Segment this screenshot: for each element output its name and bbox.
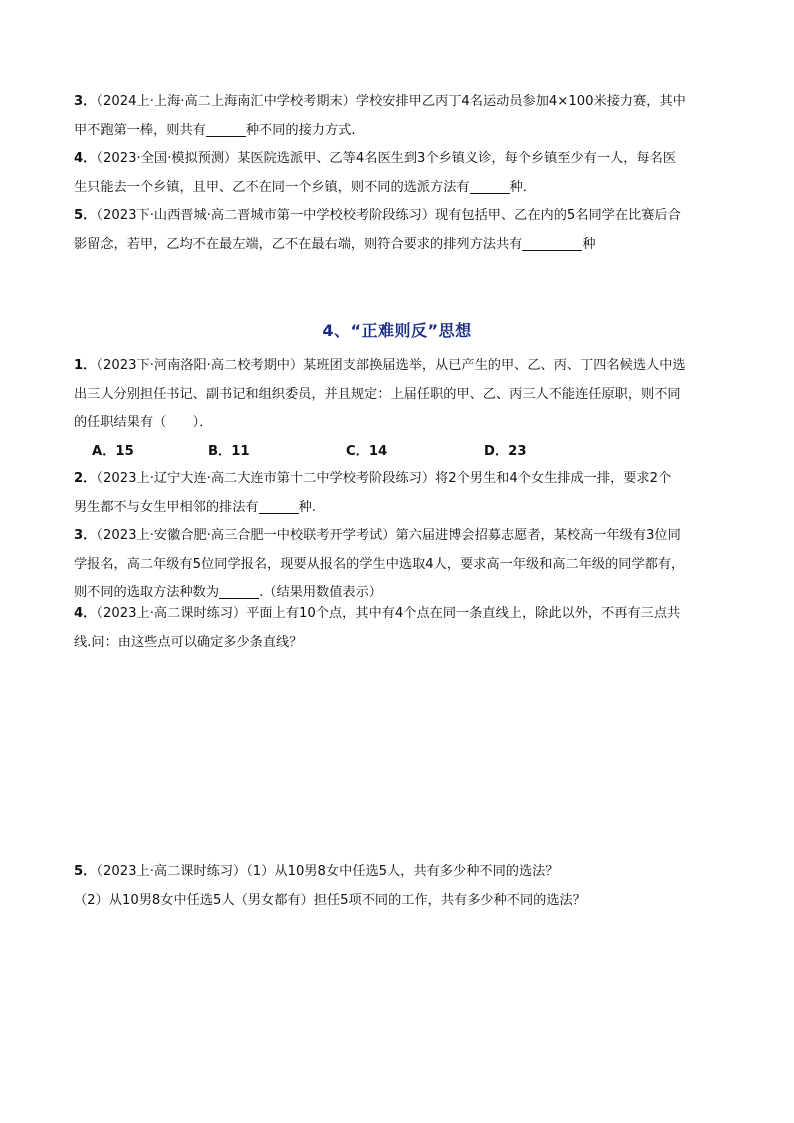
option-b[interactable]: B．11 (208, 443, 250, 459)
question-text: （2023上·高二课时练习）（1）从10男8女中任选5人，共有多少种不同的选法？ (96, 864, 559, 879)
question-number: 4． (74, 151, 97, 166)
question-number: 3． (74, 94, 97, 109)
section-heading: 4、“正难则反”思想 (322, 321, 472, 340)
question-text: 线.问：由这些点可以确定多少条直线？ (74, 634, 303, 650)
question-text: 种 (582, 236, 596, 252)
question-text: （2023下·山西晋城·高二晋城市第一中学校校考阶段练习）现有包括甲、乙在内的5名同学在比赛后合 (96, 208, 681, 223)
question-text: 学报名，高二年级有5位同学报名，现要从报名的学生中选取4人，要求高一年级和高二年级的同学都有， (74, 556, 685, 572)
question-b4 (74, 600, 724, 657)
question-text: （2023·全国·模拟预测）某医院选派甲、乙等4名医生到3个乡镇义诊，每个乡镇至少有一人，每名医 (96, 151, 676, 166)
question-text: （2024上·上海·高二上海南汇中学校考期末）学校安排甲乙丙丁4名运动员参加4×100米接力赛，其中 (96, 94, 686, 109)
option-a[interactable]: A．15 (92, 443, 134, 459)
question-a3 (74, 88, 724, 145)
question-text: 生只能去一个乡镇，且甲、乙不在同一个乡镇，则不同的选派方法有 (74, 179, 470, 195)
question-number: 2． (74, 471, 97, 486)
question-text: .（结果用数值表示） (259, 585, 382, 600)
question-text: （2023上·辽宁大连·高二大连市第十二中学校考阶段练习）将2个男生和4个女生排成一排，要求2个 (96, 471, 672, 486)
answer-blank[interactable] (206, 121, 246, 137)
answer-blank[interactable] (259, 498, 299, 514)
question-a4 (74, 145, 724, 202)
question-text: 出三人分别担任书记、副书记和组织委员，并且规定：上届任职的甲、乙、丙三人不能连任原职，则不同 (74, 386, 681, 402)
question-a5 (74, 202, 724, 259)
question-b1 (74, 352, 724, 466)
question-text: 种不同的接力方式. (245, 122, 356, 138)
question-number: 5． (74, 208, 97, 223)
answer-options (74, 438, 724, 467)
question-text: 的任职结果有（ ）． (74, 415, 213, 430)
question-text: 则不同的选取方法种数为 (74, 585, 220, 600)
answer-blank[interactable] (470, 178, 510, 194)
question-b5 (74, 858, 724, 915)
question-b2 (74, 465, 724, 522)
option-c[interactable]: C．14 (346, 443, 388, 459)
answer-blank[interactable] (522, 235, 582, 251)
question-text: （2023下·河南洛阳·高二校考期中）某班团支部换届选举，从已产生的甲、乙、丙、丁四名候选人中选 (96, 358, 686, 373)
question-number: 1． (74, 358, 97, 373)
question-b3 (74, 522, 724, 608)
question-text: 影留念，若甲，乙均不在最左端，乙不在最右端，则符合要求的排列方法共有 (74, 236, 523, 252)
question-text: （2023上·高二课时练习）平面上有10个点，其中有4个点在同一条直线上，除此以外，不再有三点共 (96, 606, 681, 621)
question-number: 5． (74, 864, 97, 879)
question-text: 种. (298, 499, 317, 515)
answer-blank[interactable] (219, 583, 259, 599)
question-text: 种． (509, 179, 536, 195)
question-number: 4． (74, 606, 97, 621)
question-text: （2023上·安徽合肥·高三合肥一中校联考开学考试）第六届进博会招募志愿者，某校高一年级有3位同 (96, 528, 681, 543)
question-text: 男生都不与女生甲相邻的排法有 (74, 499, 259, 515)
question-text: （2）从10男8女中任选5人（男女都有）担任5项不同的工作，共有多少种不同的选法？ (74, 892, 586, 908)
question-number: 3． (74, 528, 97, 543)
option-d[interactable]: D．23 (484, 443, 527, 459)
question-text: 甲不跑第一棒，则共有 (74, 122, 206, 138)
